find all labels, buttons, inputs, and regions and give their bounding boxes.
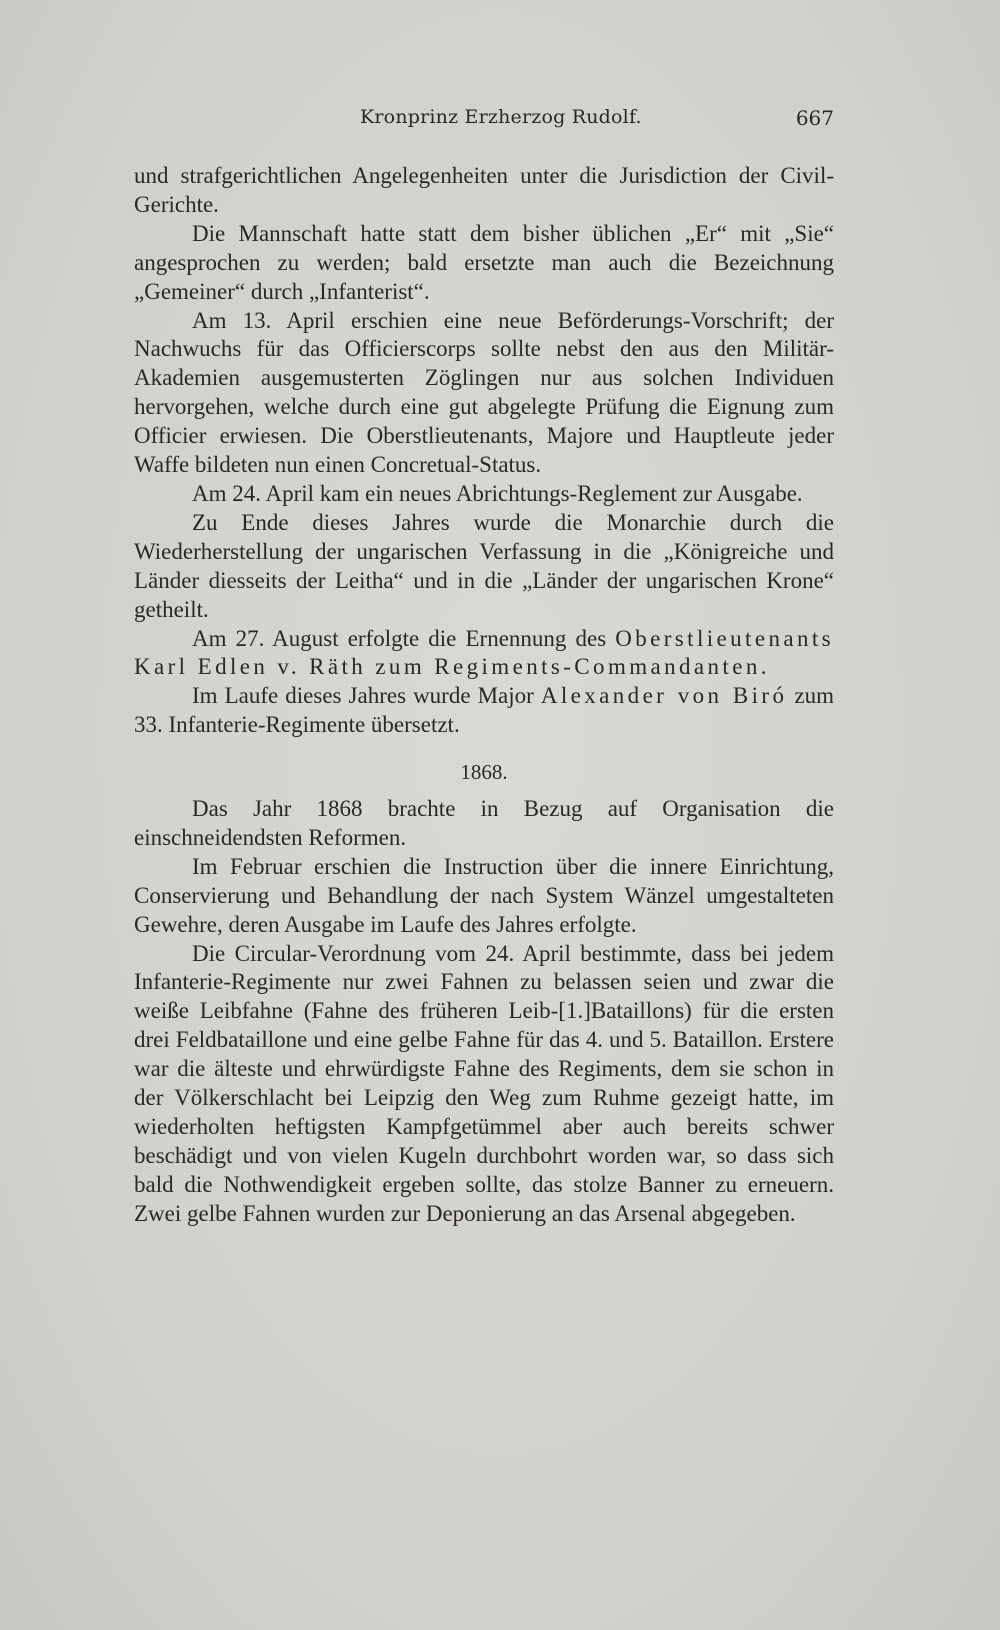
page-number: 667 [795,106,834,130]
paragraph-7 [134,682,834,740]
page-header [134,106,834,136]
paragraph-5: Zu Ende dieses Jahres wurde die Monarchie durch die Wiederherstellung der ungarischen Verfassung in die „Königreiche und Länder diesseits der Leitha“ und in die „Länder der ungarischen Krone“ getheilt. [134,509,834,622]
paragraph-6-end: . [760,654,767,680]
paragraph-7-end: zum 33. Infanterie-Regimente übersetzt. [134,683,834,738]
paragraph-6 [134,625,834,683]
running-title: Kronprinz Erzherzog Rudolf. [360,106,642,128]
page-body [134,162,834,1229]
paragraph-7-text: Im Laufe dieses Jahres wurde Major [192,683,541,709]
paragraph-2: Die Mannschaft hatte statt dem bisher üblichen „Er“ mit „Sie“ angesprochen zu werden; bald ersetzte man auch die Bezeichnung „Gemeiner“ durch „Infanterist“. [134,220,834,304]
paragraph-9: Im Februar erschien die Instruction über die innere Einrichtung, Conservierung und Behandlung der nach System Wänzel umgestalteten Gewehre, deren Ausgabe im Laufe des Jahres erfolgte. [134,853,834,937]
paragraph-4: Am 24. April kam ein neues Abrichtungs-Reglement zur Ausgabe. [192,480,803,506]
paragraph-3: Am 13. April erschien eine neue Beförderungs-Vorschrift; der Nachwuchs für das Officierscorps sollte nebst den aus den Militär-Akademien ausgemusterten Zöglingen nur aus solchen Individuen hervorgehen, welche durch eine gut abgelegte Prüfung die Eignung zum Officier erwiesen. Die Oberstlieutenants, Majore und Hauptleute jeder Waffe bildeten nun einen Concretual-Status. [134,307,834,478]
year-heading: 1868. [460,760,508,785]
paragraph-1: und strafgerichtlichen Angelegenheiten unter die Jurisdiction der Civil-Gerichte. [134,163,834,217]
emphasized-name: Alexander von Biró [540,683,788,709]
paragraph-6-text: Am 27. August erfolgte die Ernennung des [192,625,616,651]
paragraph-10: Die Circular-Verordnung vom 24. April bestimmte, dass bei jedem Infanterie-Regimente nur zwei Fahnen zu belassen seien und zwar die weiße Leibfahne (Fahne des früheren Leib-[1.]Bataillons) für die ersten drei Feldbataillone und eine gelbe Fahne für das 4. und 5. Bataillon. Erstere war die älteste und ehrwürdigste Fahne des Regiments, dem sie schon in der Völkerschlacht bei Leipzig den Weg zum Ruhme gezeigt hatte, im wiederholten heftigsten Kampfgetümmel aber auch bereits schwer beschädigt und von vielen Kugeln durchbohrt worden war, so dass sich bald die Nothwendigkeit ergeben sollte, das stolze Banner zu erneuern. Zwei gelbe Fahnen wurden zur Deponierung an das Arsenal abgegeben. [134,940,834,1226]
paragraph-8: Das Jahr 1868 brachte in Bezug auf Organisation die einschneidendsten Reformen. [134,796,834,850]
emphasized-name: Oberstlieutenants Karl Edlen v. Räth zum Regiments-Commandanten [134,625,834,680]
